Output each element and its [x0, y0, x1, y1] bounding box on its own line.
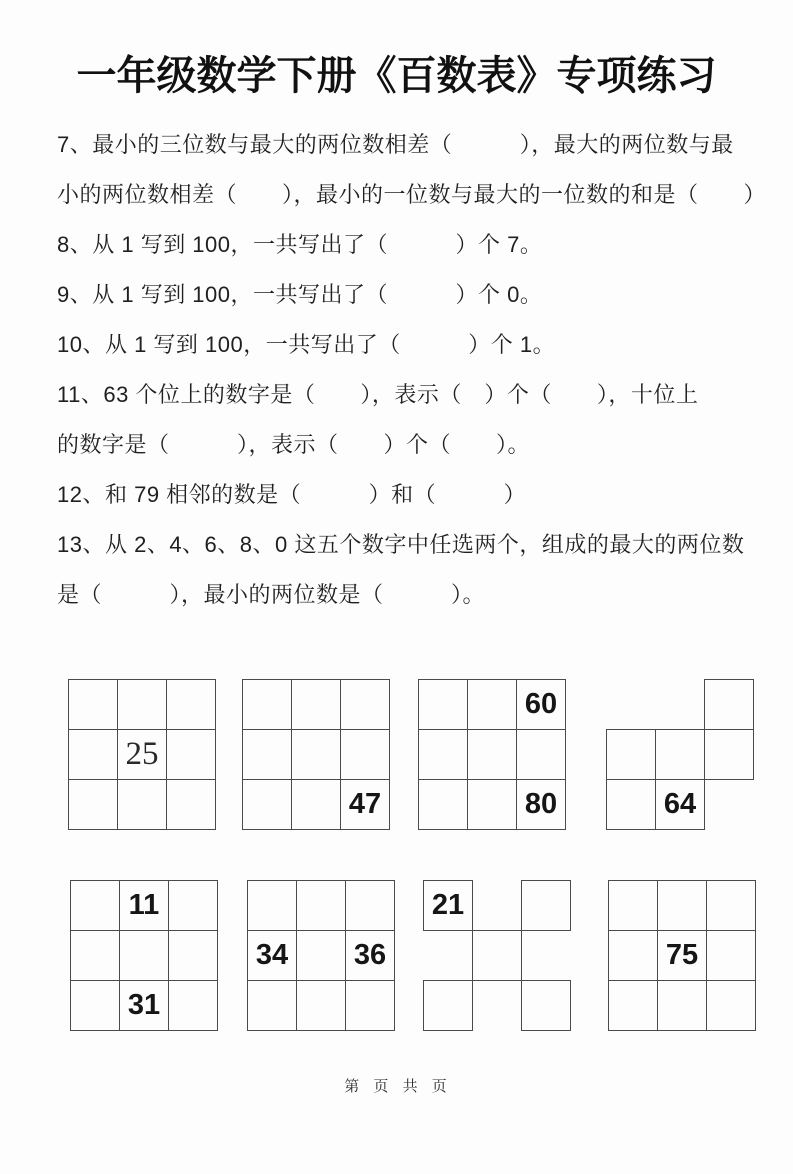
puzzle-cell [118, 680, 167, 730]
puzzle-cell-empty [473, 881, 522, 931]
puzzle-cell [609, 931, 658, 981]
puzzle-grid-60-80 [418, 679, 566, 830]
question-13-line-1: 13、从 2、4、6、8、0 这五个数字中任选两个，组成的最大的两位数 [57, 532, 745, 557]
puzzle-cell: 31 [120, 981, 169, 1031]
puzzle-cell [607, 780, 656, 830]
puzzle-cell [248, 881, 297, 931]
puzzle-cell: 75 [658, 931, 707, 981]
puzzle-cell-empty [656, 680, 705, 730]
question-13-line-2: 是（ ），最小的两位数是（ ）。 [57, 582, 486, 607]
puzzle-cell [292, 780, 341, 830]
puzzle-cell: 34 [248, 931, 297, 981]
puzzle-cell [169, 981, 218, 1031]
puzzle-row-1 [68, 679, 793, 830]
puzzle-cell: 21 [424, 881, 473, 931]
puzzle-cell [468, 730, 517, 780]
page-footer: 第 页 共 页 [344, 1078, 449, 1095]
worksheet-page [0, 52, 793, 1174]
question-8: 8、从 1 写到 100，一共写出了（ ）个 7。 [57, 232, 543, 257]
puzzle-cell [167, 730, 216, 780]
puzzle-cell [71, 881, 120, 931]
puzzle-cell [419, 680, 468, 730]
puzzle-cell [341, 730, 390, 780]
puzzle-cell [341, 680, 390, 730]
puzzle-cell [243, 780, 292, 830]
puzzle-cell [705, 730, 754, 780]
puzzle-cell [243, 730, 292, 780]
puzzle-cell [517, 730, 566, 780]
puzzle-cell: 60 [517, 680, 566, 730]
puzzle-cell [297, 981, 346, 1031]
puzzle-cell [69, 730, 118, 780]
puzzle-cell [69, 780, 118, 830]
puzzle-cell [292, 680, 341, 730]
question-9: 9、从 1 写到 100，一共写出了（ ）个 0。 [57, 282, 543, 307]
puzzle-cell [468, 780, 517, 830]
puzzle-cell [71, 981, 120, 1031]
puzzle-cell [607, 730, 656, 780]
puzzle-cell-empty [424, 931, 473, 981]
puzzle-cell [707, 881, 756, 931]
puzzle-cell [707, 981, 756, 1031]
puzzle-cell [419, 730, 468, 780]
puzzle-cell-empty [522, 931, 571, 981]
puzzle-cell [609, 981, 658, 1031]
puzzle-cell [297, 931, 346, 981]
puzzle-cell [656, 730, 705, 780]
puzzle-grid-75 [608, 880, 756, 1031]
puzzle-cell: 11 [120, 881, 169, 931]
puzzle-cell [707, 931, 756, 981]
puzzle-cell-empty [473, 981, 522, 1031]
puzzle-cell [169, 931, 218, 981]
puzzle-grid-34-36 [247, 880, 395, 1031]
puzzle-shape-21 [423, 880, 571, 1031]
page-title: 一年级数学下册《百数表》专项练习 [76, 54, 717, 98]
question-7-line-2: 小的两位数相差（ ），最小的一位数与最大的一位数的和是（ ） [57, 182, 767, 207]
puzzle-cell [473, 931, 522, 981]
puzzle-cell: 80 [517, 780, 566, 830]
puzzle-cell: 25 [118, 730, 167, 780]
puzzle-cell [346, 881, 395, 931]
puzzle-cell-empty [705, 780, 754, 830]
puzzle-cell [248, 981, 297, 1031]
puzzle-cell [118, 780, 167, 830]
puzzle-cell [243, 680, 292, 730]
puzzle-cell [522, 881, 571, 931]
puzzle-cell [609, 881, 658, 931]
puzzle-cell [346, 981, 395, 1031]
puzzle-cell [167, 780, 216, 830]
puzzle-cell [292, 730, 341, 780]
puzzle-row-2 [70, 880, 793, 1031]
question-list [57, 120, 767, 620]
puzzle-shape-64 [606, 679, 754, 830]
puzzle-cell: 47 [341, 780, 390, 830]
puzzle-cell-empty [607, 680, 656, 730]
puzzle-cell [658, 881, 707, 931]
puzzle-cell [167, 680, 216, 730]
puzzle-cell [419, 780, 468, 830]
question-7-line-1: 7、最小的三位数与最大的两位数相差（ ），最大的两位数与最 [57, 132, 734, 157]
question-12: 12、和 79 相邻的数是（ ）和（ ） [57, 482, 527, 507]
puzzle-cell: 64 [656, 780, 705, 830]
puzzle-cell [468, 680, 517, 730]
puzzle-cell: 36 [346, 931, 395, 981]
puzzle-cell [522, 981, 571, 1031]
puzzle-cell [169, 881, 218, 931]
question-11-line-1: 11、63 个位上的数字是（ ），表示（ ）个（ ），十位上 [57, 382, 699, 407]
puzzle-cell [297, 881, 346, 931]
puzzle-cell [71, 931, 120, 981]
puzzle-grid-25 [68, 679, 216, 830]
question-10: 10、从 1 写到 100，一共写出了（ ）个 1。 [57, 332, 556, 357]
puzzle-cell [69, 680, 118, 730]
puzzle-cell [424, 981, 473, 1031]
puzzle-cell [658, 981, 707, 1031]
puzzle-cell [120, 931, 169, 981]
puzzle-cell [705, 680, 754, 730]
puzzle-grid-47 [242, 679, 390, 830]
question-11-line-2: 的数字是（ ），表示（ ）个（ ）。 [57, 432, 531, 457]
puzzle-grid-11-31 [70, 880, 218, 1031]
